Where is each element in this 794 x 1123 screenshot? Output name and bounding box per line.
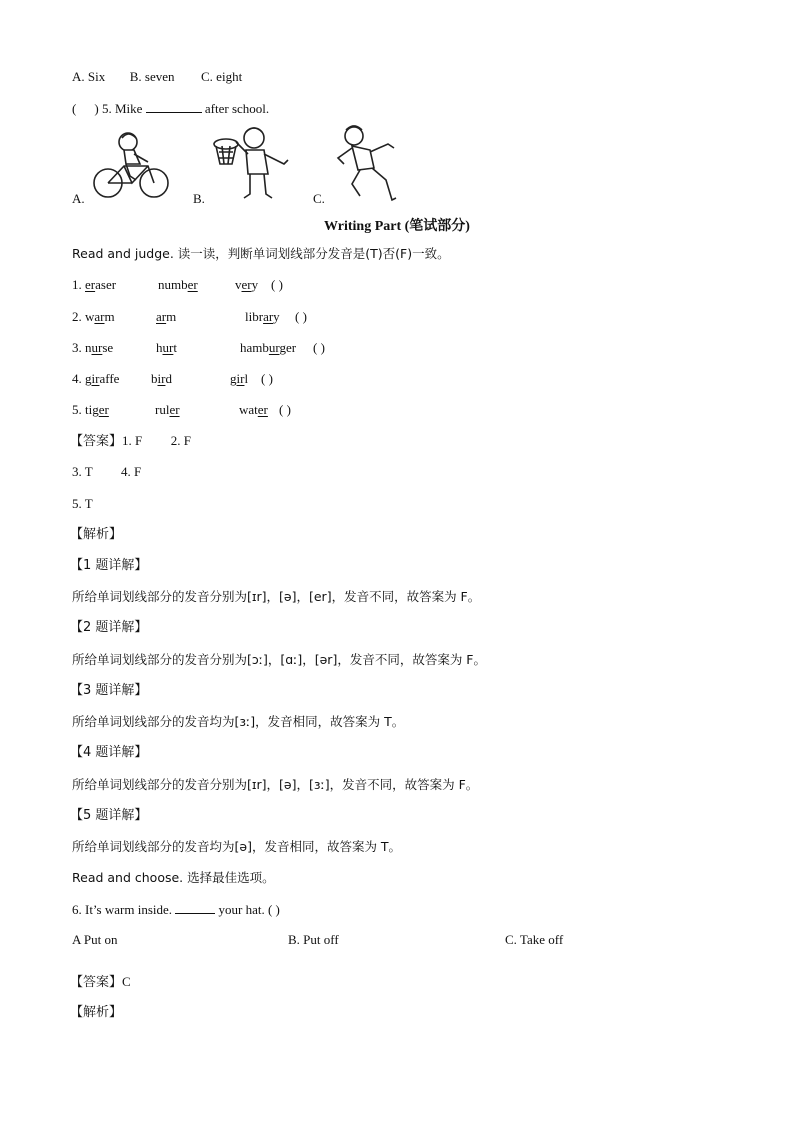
q5-stem-pre: 5. Mike — [101, 101, 143, 116]
q5-blank — [146, 100, 202, 113]
judge-item-1 — [72, 277, 283, 293]
judge-word: 2. warm — [72, 309, 115, 324]
q4-option-a: A. Six — [72, 69, 106, 84]
judge-word: water — [239, 402, 268, 417]
q6-option-b: B. Put off — [288, 932, 339, 947]
q5-stem — [72, 100, 269, 117]
judge-item-3 — [72, 340, 325, 356]
answer-4: 4. F — [120, 464, 142, 479]
detail-2-label: 【2 题详解】 — [70, 620, 148, 635]
answer-line-2 — [72, 464, 141, 480]
judge-word: hurt — [156, 340, 177, 355]
judge-word: girl — [230, 371, 249, 386]
basketball-boy-image — [210, 124, 292, 202]
q5-paren-open: ( — [72, 101, 77, 116]
detail-3-text: 所给单词划线部分的发音均为[ɜː]，发音相同，故答案为 T。 — [72, 714, 405, 729]
answer-q6: C — [122, 974, 131, 989]
judge-word: very — [235, 277, 259, 292]
detail-1-label: 【1 题详解】 — [70, 558, 148, 573]
q6-stem-post: your hat. ( ) — [218, 902, 280, 917]
q6-stem-pre: 6. It’s warm inside. — [72, 902, 173, 917]
cycling-boy-image — [90, 128, 170, 200]
answer-1: 1. F — [122, 433, 143, 448]
q5-paren-close: ) — [94, 101, 99, 116]
answer-5: 5. T — [72, 496, 93, 511]
q6-option-c: C. Take off — [505, 932, 564, 947]
running-boy-image — [330, 124, 402, 204]
q6-blank — [175, 901, 215, 914]
answer-2: 2. F — [170, 433, 191, 448]
q6-option-a: A Put on — [72, 932, 118, 947]
detail-2-text: 所给单词划线部分的发音分别为[ɔː]，[ɑː]，[ər]，发音不同，故答案为 F。 — [72, 652, 486, 667]
analysis-label-2: 【解析】 — [70, 1005, 123, 1020]
q5-option-a-label: A. — [72, 191, 85, 206]
detail-5-label: 【5 题详解】 — [70, 808, 148, 823]
judge-word: hamburger — [240, 340, 297, 355]
writing-part-title: Writing Part (笔试部分) — [324, 219, 470, 234]
q5-option-b-label: B. — [193, 191, 205, 206]
judge-item-5 — [72, 402, 291, 418]
judge-word: number — [158, 277, 198, 292]
detail-3-label: 【3 题详解】 — [70, 683, 148, 698]
answer-line-1 — [70, 433, 191, 450]
q4-options — [72, 69, 242, 85]
answer-paren: ( ) — [313, 340, 325, 355]
answer-paren: ( ) — [271, 277, 283, 292]
answer-label-2: 【答案】 — [70, 975, 123, 990]
detail-4-label: 【4 题详解】 — [70, 745, 148, 760]
judge-item-4 — [72, 371, 273, 387]
judge-word: arm — [156, 309, 177, 324]
answer-label: 【答案】 — [70, 434, 123, 449]
judge-word: library — [245, 309, 280, 324]
judge-item-2 — [72, 309, 307, 325]
answer-paren: ( ) — [261, 371, 273, 386]
judge-word: 5. tiger — [72, 402, 109, 417]
q4-option-c: C. eight — [201, 69, 243, 84]
judge-word: ruler — [155, 402, 180, 417]
judge-word: bird — [151, 371, 172, 386]
detail-5-text: 所给单词划线部分的发音均为[ə]，发音相同，故答案为 T。 — [72, 839, 402, 854]
answer-paren: ( ) — [279, 402, 291, 417]
detail-4-text: 所给单词划线部分的发音分别为[ɪr]，[ə]，[ɜː]，发音不同，故答案为 F。 — [72, 777, 479, 792]
answer-line-q6 — [70, 974, 131, 991]
q5-option-c-label: C. — [313, 191, 325, 206]
judge-word: 4. giraffe — [72, 371, 120, 386]
judge-word: 1. eraser — [72, 277, 117, 292]
q4-option-b: B. seven — [129, 69, 175, 84]
q6-stem — [72, 901, 280, 918]
detail-1-text: 所给单词划线部分的发音分别为[ɪr]，[ə]，[er]，发音不同，故答案为 F。 — [72, 589, 481, 604]
answer-paren: ( ) — [295, 309, 307, 324]
choose-instruction: Read and choose. 选择最佳选项。 — [72, 870, 275, 885]
q5-stem-post: after school. — [204, 101, 270, 116]
analysis-label: 【解析】 — [70, 527, 123, 542]
answer-3: 3. T — [72, 464, 93, 479]
judge-instruction: Read and judge. 读一读，判断单词划线部分发音是(T)否(F)一致。 — [72, 246, 450, 261]
judge-word: 3. nurse — [72, 340, 114, 355]
